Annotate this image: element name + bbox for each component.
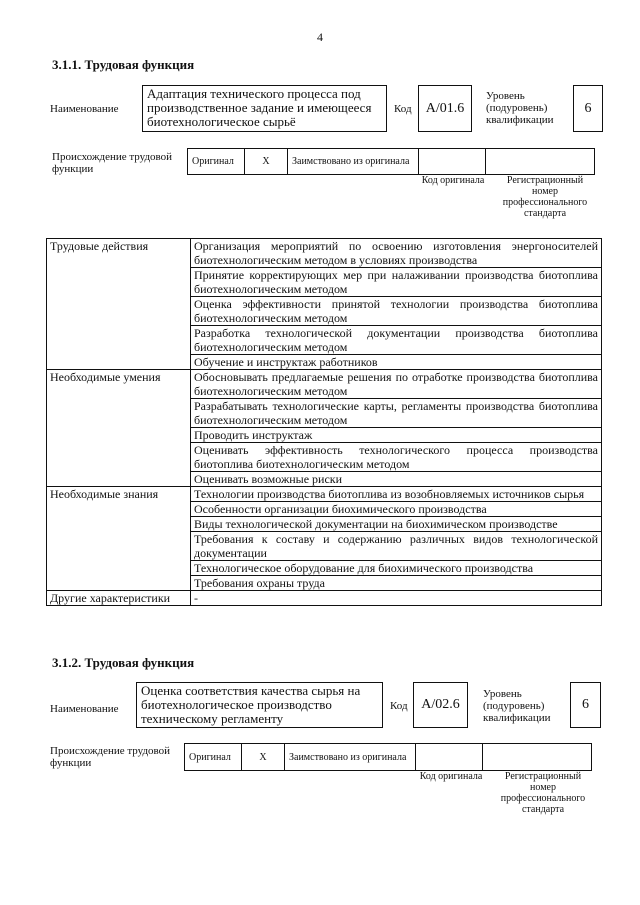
item-cell: Проводить инструктаж bbox=[191, 428, 602, 443]
borrowed-label: Заимствовано из оригинала bbox=[288, 149, 419, 175]
qualification-level-label-2: Уровень (подуровень) квалификации bbox=[483, 688, 551, 724]
item-cell: Оценивать эффективность технологического процесса производства биотоплива биотехнологическим методом bbox=[191, 443, 602, 472]
original-code-caption: Код оригинала bbox=[421, 175, 485, 186]
original-mark-2: X bbox=[242, 744, 285, 771]
table-row bbox=[47, 239, 602, 268]
item-cell: Оценка эффективности принятой технологии производства биотоплива биотехнологическим методом bbox=[191, 297, 602, 326]
qualification-level-box-2: 6 bbox=[570, 682, 601, 728]
item-cell: Требования к составу и содержанию различных видов технологической документации bbox=[191, 532, 602, 561]
original-code-cell-2 bbox=[416, 744, 483, 771]
function-code-box: А/01.6 bbox=[418, 85, 472, 132]
registration-number-caption-2: Регистрационный номер профессионального стандарта bbox=[500, 771, 586, 815]
category-cell: Необходимые знания bbox=[47, 487, 191, 591]
code-label: Код bbox=[394, 103, 412, 115]
origin-label-2: Происхождение трудовой функции bbox=[50, 745, 171, 769]
item-cell: Разработка технологической документации производства биотоплива биотехнологическим методом bbox=[191, 326, 602, 355]
registration-number-cell bbox=[486, 149, 595, 175]
function-name-box-2: Оценка соответствия качества сырья на биотехнологическое производство техническому регламенту bbox=[136, 682, 383, 728]
function-code-box-2: А/02.6 bbox=[413, 682, 468, 728]
section-title-3-1-1: 3.1.1. Трудовая функция bbox=[52, 57, 195, 72]
original-code-caption-2: Код оригинала bbox=[419, 771, 483, 782]
section-title-3-1-2: 3.1.2. Трудовая функция bbox=[52, 655, 195, 670]
item-cell: Требования охраны труда bbox=[191, 576, 602, 591]
item-cell: Принятие корректирующих мер при налаживании производства биотоплива биотехнологическим методом bbox=[191, 268, 602, 297]
code-label-2: Код bbox=[390, 700, 408, 712]
item-cell: - bbox=[191, 591, 602, 606]
item-cell: Обосновывать предлагаемые решения по отработке производства биотоплива биотехнологическим методом bbox=[191, 370, 602, 399]
origin-table-2 bbox=[184, 743, 592, 771]
item-cell: Разрабатывать технологические карты, регламенты производства биотоплива биотехнологическим методом bbox=[191, 399, 602, 428]
item-cell: Организация мероприятий по освоению изготовления энергоносителей биотехнологическим методом в условиях производства bbox=[191, 239, 602, 268]
page-number: 4 bbox=[317, 30, 323, 44]
registration-number-cell-2 bbox=[483, 744, 592, 771]
origin-label: Происхождение трудовой функции bbox=[52, 151, 173, 175]
original-mark: X bbox=[245, 149, 288, 175]
registration-number-caption: Регистрационный номер профессионального стандарта bbox=[502, 175, 588, 219]
table-row bbox=[47, 370, 602, 399]
borrowed-label-2: Заимствовано из оригинала bbox=[285, 744, 416, 771]
original-label: Оригинал bbox=[188, 149, 245, 175]
item-cell: Технологии производства биотоплива из возобновляемых источников сырья bbox=[191, 487, 602, 502]
original-code-cell bbox=[419, 149, 486, 175]
category-cell: Другие характеристики bbox=[47, 591, 191, 606]
origin-table bbox=[187, 148, 595, 175]
table-row bbox=[47, 591, 602, 606]
qualification-level-label: Уровень (подуровень) квалификации bbox=[486, 90, 554, 126]
original-label-2: Оригинал bbox=[185, 744, 242, 771]
item-cell: Особенности организации биохимического производства bbox=[191, 502, 602, 517]
item-cell: Обучение и инструктаж работников bbox=[191, 355, 602, 370]
labor-function-table bbox=[46, 238, 602, 606]
item-cell: Оценивать возможные риски bbox=[191, 472, 602, 487]
item-cell: Виды технологической документации на биохимическом производстве bbox=[191, 517, 602, 532]
category-cell: Трудовые действия bbox=[47, 239, 191, 370]
function-name-box: Адаптация технического процесса под производственное задание и имеющееся биотехнологическое сырьё bbox=[142, 85, 387, 132]
item-cell: Технологическое оборудование для биохимического производства bbox=[191, 561, 602, 576]
name-label-2: Наименование bbox=[50, 703, 119, 715]
table-row bbox=[47, 487, 602, 502]
category-cell: Необходимые умения bbox=[47, 370, 191, 487]
qualification-level-box: 6 bbox=[573, 85, 603, 132]
name-label: Наименование bbox=[50, 103, 119, 115]
